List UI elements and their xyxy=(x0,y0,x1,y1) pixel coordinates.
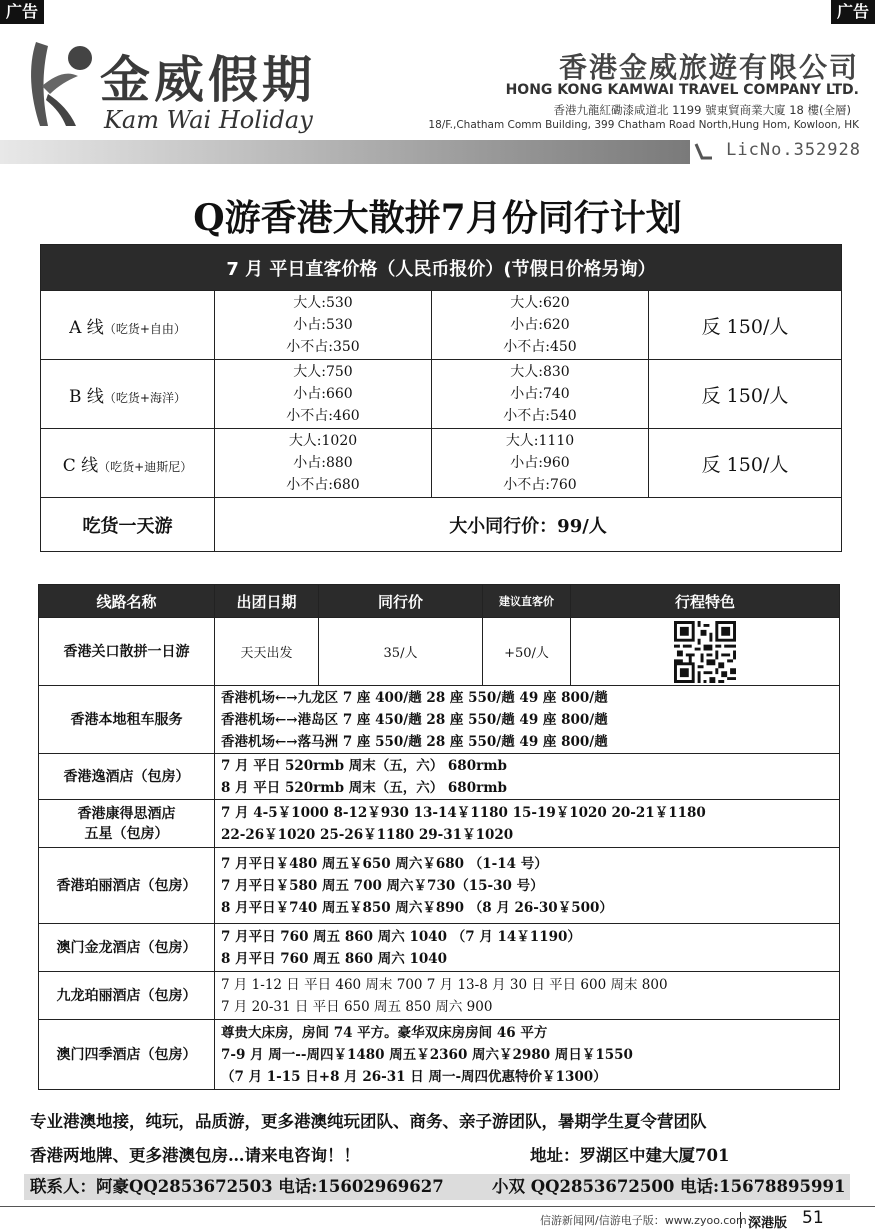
route-name-line: 香港珀丽酒店（包房） xyxy=(56,877,197,894)
price-line: 小不占:450 xyxy=(503,339,577,355)
license-number: LicNo.352928 xyxy=(726,140,861,160)
company-address-cn: 香港九龍紅磡漆咸道北 1199 號東貿商業大廈 18 樓(全層) xyxy=(553,103,851,117)
detail-cell xyxy=(215,754,840,800)
promo-text: 香港两地牌、更多港澳包房…请来电咨询！！ xyxy=(30,1146,360,1165)
rebate-cell: 反 150/人 xyxy=(649,429,842,498)
trade-price-cell: 35/人 xyxy=(319,618,483,686)
price-cell xyxy=(432,429,649,498)
license-check-icon xyxy=(694,142,714,162)
route-note: （吃货+迪斯尼） xyxy=(98,459,193,474)
table-row xyxy=(39,800,840,848)
detail-line: 7 月平日 760 周五 860 周六 1040 （7 月 14￥1190） xyxy=(221,928,581,945)
price-line: 大人:750 xyxy=(293,364,353,380)
table-row xyxy=(39,848,840,924)
detail-line: 8 月平日￥740 周五￥850 周六￥890 （8 月 26-30￥500） xyxy=(221,899,613,916)
price-line: 小不占:540 xyxy=(503,408,577,424)
company-address-en: 18/F.,Chatham Comm Building, 399 Chatham Road North,Hung Hom, Kowloon, HK xyxy=(428,119,859,131)
table-row xyxy=(41,429,842,498)
column-header: 出团日期 xyxy=(215,585,319,618)
column-header: 建议直客价 xyxy=(483,585,571,618)
detail-line: 7 月 4-5￥1000 8-12￥930 13-14￥1180 15-19￥1020 20-21￥1180 xyxy=(221,804,706,821)
detail-cell xyxy=(215,972,840,1020)
price-cell xyxy=(215,291,432,360)
detail-cell xyxy=(215,686,840,754)
detail-cell xyxy=(215,848,840,924)
detail-line: 7 月 平日 520rmb 周末（五，六） 680rmb xyxy=(221,757,507,774)
price-table-header: 7 月 平日直客价格（人民币报价）(节假日价格另询） xyxy=(41,245,842,291)
ad-label-left: 广告 xyxy=(0,0,44,24)
price-cell xyxy=(215,429,432,498)
route-name-line: 香港康得思酒店 xyxy=(77,805,176,822)
footer-separator xyxy=(740,1212,741,1228)
contact-bar xyxy=(24,1174,850,1200)
route-table xyxy=(38,584,840,1090)
price-line: 小不占:680 xyxy=(286,477,360,493)
route-cell xyxy=(41,360,215,429)
route-name-cell xyxy=(39,686,215,754)
price-line: 小不占:460 xyxy=(286,408,360,424)
route-name-line: 香港本地租车服务 xyxy=(70,711,183,728)
route-cell xyxy=(41,291,215,360)
route-name: B 线 xyxy=(69,386,104,407)
food-tour-name: 吃货一天游 xyxy=(41,498,215,552)
route-name-cell xyxy=(39,924,215,972)
company-name-en: HONG KONG KAMWAI TRAVEL COMPANY LTD. xyxy=(505,82,859,98)
contact-primary: 联系人：阿豪QQ2853672503 电话:15602969627 xyxy=(30,1177,444,1196)
route-cell xyxy=(41,429,215,498)
table-row xyxy=(39,1020,840,1090)
column-header: 线路名称 xyxy=(39,585,215,618)
logo-english: Kam Wai Holiday xyxy=(104,106,313,134)
detail-line: 7-9 月 周一--周四￥1480 周五￥2360 周六￥2980 周日￥1550 xyxy=(221,1046,633,1063)
detail-cell xyxy=(215,924,840,972)
table-row xyxy=(39,754,840,800)
retail-price-cell: +50/人 xyxy=(483,618,571,686)
route-name-line: 澳门四季酒店（包房） xyxy=(56,1046,197,1063)
route-name: C 线 xyxy=(62,455,99,476)
detail-line: 8 月平日 760 周五 860 周六 1040 xyxy=(221,950,448,967)
price-line: 小不占:760 xyxy=(503,477,577,493)
table-row xyxy=(39,686,840,754)
price-line: 大人:830 xyxy=(510,364,570,380)
route-name-line: 香港逸酒店（包房） xyxy=(63,768,190,785)
table-row xyxy=(41,498,842,552)
footer-section: 深港版 xyxy=(748,1216,788,1230)
page-title: Q游香港大散拼7月份同行计划 xyxy=(193,197,682,239)
route-name-line: 九龙珀丽酒店（包房） xyxy=(56,987,197,1004)
detail-cell xyxy=(215,800,840,848)
price-line: 大人:1110 xyxy=(505,433,575,449)
detail-cell xyxy=(215,1020,840,1090)
detail-line: 22-26￥1020 25-26￥1180 29-31￥1020 xyxy=(221,826,514,843)
price-cell xyxy=(432,291,649,360)
column-header: 同行价 xyxy=(319,585,483,618)
promo-line-1: 专业港澳地接，纯玩，品质游，更多港澳纯玩团队、商务、亲子游团队，暑期学生夏令营团队 xyxy=(30,1112,707,1131)
route-name-cell xyxy=(39,754,215,800)
ad-label-right: 广告 xyxy=(831,0,875,24)
route-note: （吃货+自由） xyxy=(103,321,186,336)
table-row xyxy=(39,618,840,686)
route-name-line: 五星（包房） xyxy=(84,825,169,842)
price-line: 大人:1020 xyxy=(288,433,358,449)
detail-line: 7 月 20-31 日 平日 650 周五 850 周六 900 xyxy=(221,998,493,1015)
detail-line: 香港机场←→九龙区 7 座 400/趟 28 座 550/趟 49 座 800/趟 xyxy=(221,689,608,706)
route-name-cell: 香港关口散拼一日游 xyxy=(39,618,215,686)
price-cell xyxy=(215,360,432,429)
feature-cell xyxy=(571,618,840,686)
qr-code-icon[interactable] xyxy=(674,621,736,683)
agency-address: 地址：罗湖区中建大厦701 xyxy=(530,1146,730,1165)
price-line: 小占:960 xyxy=(510,455,570,471)
footer-divider xyxy=(0,1206,875,1207)
detail-line: 香港机场←→港岛区 7 座 450/趟 28 座 550/趟 49 座 800/趟 xyxy=(221,711,608,728)
price-line: 小占:530 xyxy=(293,317,353,333)
header-gradient-bar xyxy=(0,140,690,164)
company-name-cn: 香港金威旅遊有限公司 xyxy=(558,51,859,84)
detail-line: （7 月 1-15 日+8 月 26-31 日 周一-周四优惠特价￥1300） xyxy=(221,1068,607,1085)
logo-chinese: 金威假期 xyxy=(100,50,316,109)
detail-line: 7 月平日￥580 周五 700 周六￥730（15-30 号） xyxy=(221,877,544,894)
route-name-cell xyxy=(39,1020,215,1090)
rebate-cell: 反 150/人 xyxy=(649,291,842,360)
price-line: 小占:880 xyxy=(293,455,353,471)
table-row xyxy=(41,291,842,360)
price-line: 大人:530 xyxy=(293,295,353,311)
route-note: （吃货+海洋） xyxy=(103,390,186,405)
price-line: 小不占:350 xyxy=(286,339,360,355)
detail-line: 香港机场←→落马洲 7 座 550/趟 28 座 550/趟 49 座 800/趟 xyxy=(221,733,608,750)
table-row xyxy=(39,924,840,972)
route-name-cell xyxy=(39,848,215,924)
price-line: 小占:660 xyxy=(293,386,353,402)
route-name-cell xyxy=(39,972,215,1020)
price-line: 小占:740 xyxy=(510,386,570,402)
promo-line-2 xyxy=(30,1142,860,1166)
detail-line: 8 月 平日 520rmb 周末（五，六） 680rmb xyxy=(221,779,507,796)
logo-figure-icon xyxy=(18,36,94,132)
price-line: 大人:620 xyxy=(510,295,570,311)
detail-line: 尊贵大床房，房间 74 平方。豪华双床房房间 46 平方 xyxy=(221,1024,548,1041)
route-name: A 线 xyxy=(69,317,104,338)
column-header: 行程特色 xyxy=(571,585,840,618)
table-row xyxy=(41,360,842,429)
departure-cell: 天天出发 xyxy=(215,618,319,686)
table-row xyxy=(39,972,840,1020)
price-cell xyxy=(432,360,649,429)
contact-secondary: 小双 QQ2853672500 电话:15678895991 xyxy=(492,1177,846,1196)
route-name-cell xyxy=(39,800,215,848)
route-name-line: 澳门金龙酒店（包房） xyxy=(56,939,197,956)
price-line: 小占:620 xyxy=(510,317,570,333)
footer-source: 信游新闻网/信游电子版：www.zyoo.com xyxy=(540,1214,747,1227)
rebate-cell: 反 150/人 xyxy=(649,360,842,429)
detail-line: 7 月平日￥480 周五￥650 周六￥680 （1-14 号） xyxy=(221,855,548,872)
food-tour-price: 大小同行价：99/人 xyxy=(215,498,842,552)
page-number: 51 xyxy=(802,1208,824,1228)
price-table xyxy=(40,244,842,552)
detail-line: 7 月 1-12 日 平日 460 周末 700 7 月 13-8 月 30 日 平日 600 周末 800 xyxy=(221,976,668,993)
